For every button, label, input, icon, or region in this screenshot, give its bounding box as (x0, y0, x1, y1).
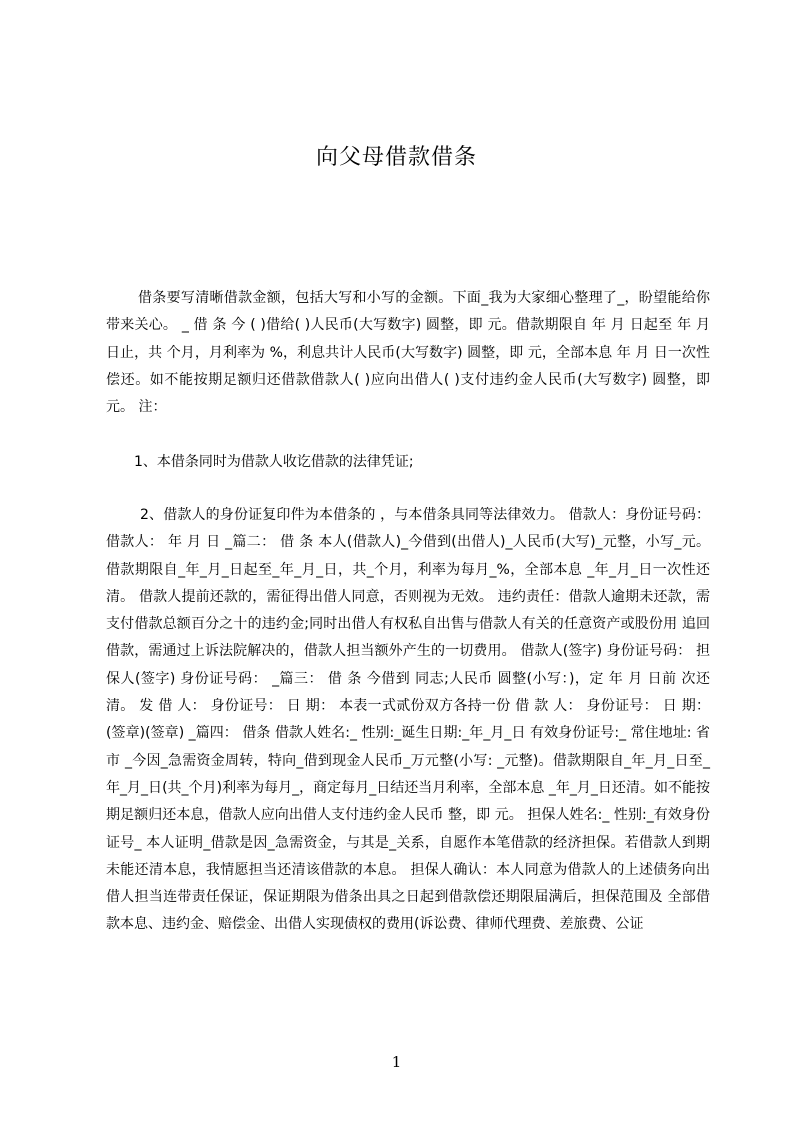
page-number: 1 (391, 1053, 402, 1071)
paragraph-note-1: 1、本借条同时为借款人收讫借款的法律凭证; (134, 454, 414, 470)
paragraph-intro: 借条要写清晰借款金额，包括大写和小写的金额。下面_我为大家细心整理了_，盼望能给你带来关心。 _ 借 条 今 ( )借给( )人民币(大写数字) 圆整，即 元。借款期限自 年 月 日起至 年 月 日止，共 个月，月利率为 %，利息共计人民币(大写数字) 圆整，即 元，全部本息 年 月 日一次性偿还。如不能按期足额归还借款借款人( )应向出借人( )支付违约金人民币(大写数字) 圆整，即 元。 注： (106, 290, 710, 416)
document-title: 向父母借款借条 (315, 145, 477, 170)
paragraph-note-2: 2、借款人的身份证复印件为本借条的 ，与本借条具同等法律效力。 借款人：身份证号码： 借款人： 年 月 日 _篇二： 借 条 本人(借款人)_今借到(出借人)_人民币(大写)_元整，小写_元。 借款期限自_年_月_日起至_年_月_日，共_个月，利率为每月_%，全部本息 _年_月_日一次性还清。 借款人提前还款的，需征得出借人同意，否则视为无效。 违约责任：借款人逾期未还款，需支付借款总额百分之十的违约金;同时出借人有权私自出售与借款人有关的任意资产或股份用 追回借款，需通过上诉法院解决的，借款人担当额外产生的一切费用。 借款人(签字) 身份证号码： 担保人(签字) 身份证号码： _篇三： 借 条 今借到 同志;人民币 圆整(小写：)，定 年 月 日前 次还清。 发 借 人： 身份证号： 日 期： 本表一式贰份双方各持一份 借 款 人： 身份证号： 日 期： (签章)(签章) _篇四： 借条 借款人姓名:_ 性别:_诞生日期:_年_月_日 有效身份证号:_ 常住地址: 省 市 _今因_急需资金周转，特向_借到现金人民币_万元整(小写: _元整)。借款期限自_年_月_日至_年_月_日(共_个月)利率为每月_，商定每月_日结还当月利率，全部本息 _年_月_日还清。如不能按期足额归还本息，借款人应向出借人支付违约金人民币 整，即 元。 担保人姓名:_ 性别:_有效身份证号_ 本人证明_借款是因_急需资金，与其是_关系，自愿作本笔借款的经济担保。若借款人到期未能还清本息，我情愿担当还清该借款的本息。 担保人确认：本人同意为借款人的上述债务向出借人担当连带责任保证，保证期限为借条出具之日起到借款偿还期限届满后，担保范围及 全部借款本息、违约金、赔偿金、出借人实现债权的费用(诉讼费、律师代理费、差旅费、公证 (106, 507, 710, 933)
